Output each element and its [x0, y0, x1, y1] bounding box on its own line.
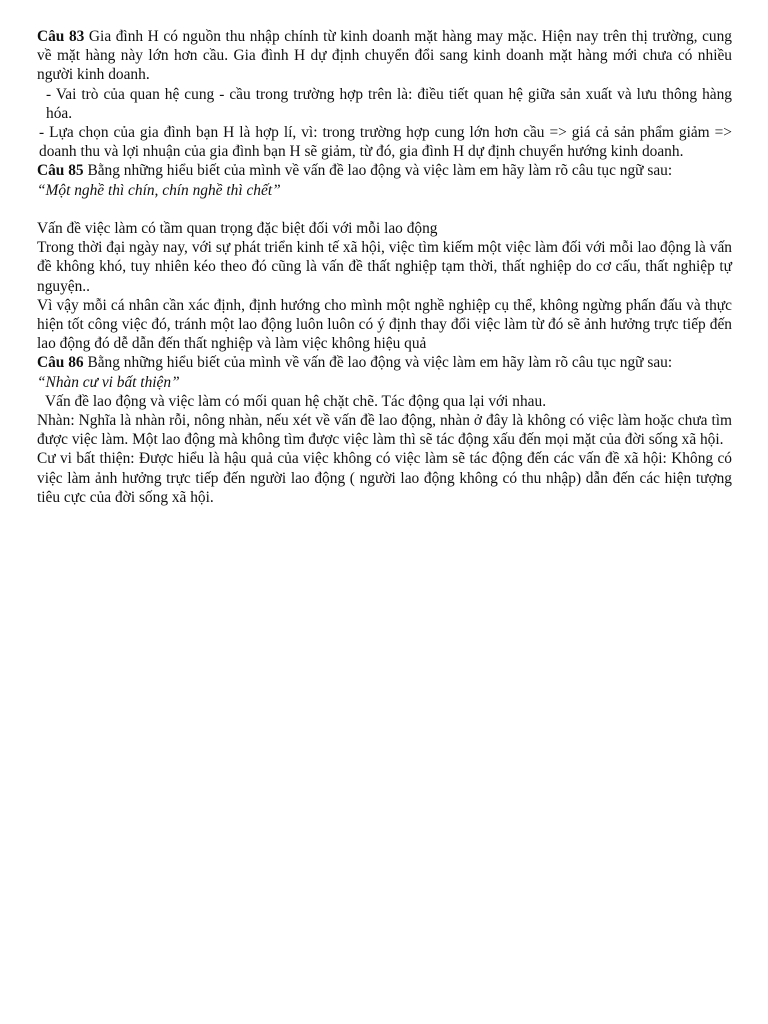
question-85-proverb [37, 181, 732, 200]
question-83-label: Câu 83 [37, 28, 85, 45]
question-86-answer-nhan: Nhàn: Nghĩa là nhàn rỗi, nông nhàn, nếu xét về vấn đề lao động, nhàn ở đây là không có việc làm hoặc chưa tìm được việc làm. Một lao động mà không tìm được việc làm thì sẽ tác động xấu đến mọi mặt của đời sống xã hội. [37, 412, 732, 449]
question-86-label: Câu 86 [37, 354, 84, 372]
question-85-text: Bằng những hiểu biết của mình về vấn đề lao động và việc làm em hãy làm rõ câu tục ngữ sau: [83, 162, 673, 180]
question-86 [37, 353, 732, 372]
question-85-label: Câu 85 [37, 162, 84, 180]
question-86-answer-intro: Vấn đề lao động và việc làm có mối quan hệ chặt chẽ. Tác động qua lại với nhau. [45, 392, 547, 410]
question-83-text: Gia đình H có nguồn thu nhập chính từ kinh doanh mặt hàng may mặc. Hiện nay trên thị trường, cung về mặt hàng này lớn hơn cầu. Gia đình H dự định chuyển đổi sang kinh doanh mặt hàng mới chưa có nhiều người kinh doanh. [37, 28, 732, 84]
question-85-answer-paragraph-2: Vì vậy mỗi cá nhân cần xác định, định hướng cho mình một nghề nghiệp cụ thể, không ngừng phấn đấu và thực hiện tốt công việc đó, tránh một lao động luôn luôn có ý định thay đổi việc làm từ đó sẽ ảnh hưởng trực tiếp đến lao động đó dễ dẫn đến thất nghiệp và làm việc không hiệu quả [37, 296, 732, 353]
question-85-proverb-text: “Một nghề thì chín, chín nghề thì chết” [37, 181, 281, 199]
question-85-answer-paragraph-1: Trong thời đại ngày nay, với sự phát triển kinh tế xã hội, việc tìm kiếm một việc làm đối với mỗi lao động là vấn đề không khó, tuy nhiên kéo theo đó cũng là vấn đề thất nghiệp tạm thời, thất nghiệp do cơ cấu, thất nghiệp tự nguyện.. [37, 239, 732, 295]
question-86-text: Bằng những hiểu biết của mình về vấn đề lao động và việc làm em hãy làm rõ câu tục ngữ sau: [83, 354, 673, 372]
question-83-answer-choice: - Lựa chọn của gia đình bạn H là hợp lí, vì: trong trường hợp cung lớn hơn cầu => giá cả sản phẩm giảm => doanh thu và lợi nhuận của gia đình bạn H sẽ giảm, từ đó, gia đình H dự định chuyển hướng kinh doanh. [39, 124, 732, 161]
blank-line [37, 200, 732, 219]
question-83 [37, 27, 732, 85]
question-83-answer-role: - Vai trò của quan hệ cung - cầu trong trường hợp trên là: điều tiết quan hệ giữa sản xuất và lưu thông hàng hóa. [46, 85, 732, 122]
question-86-answer-cuvi: Cư vi bất thiện: Được hiểu là hậu quả của việc không có việc làm sẽ tác động đến các vấn đề xã hội: Không có việc làm ảnh hưởng trực tiếp đến người lao động ( người lao động không có thu nhập) dẫn đến các hiện tượng tiêu cực của đời sống xã hội. [37, 450, 732, 506]
question-85 [37, 161, 732, 180]
document-page [37, 27, 732, 507]
question-86-proverb [37, 373, 732, 392]
question-86-proverb-text: “Nhàn cư vi bất thiện” [37, 373, 180, 391]
question-85-answer-heading: Vấn đề việc làm có tầm quan trọng đặc biệt đối với mỗi lao động [37, 220, 438, 238]
